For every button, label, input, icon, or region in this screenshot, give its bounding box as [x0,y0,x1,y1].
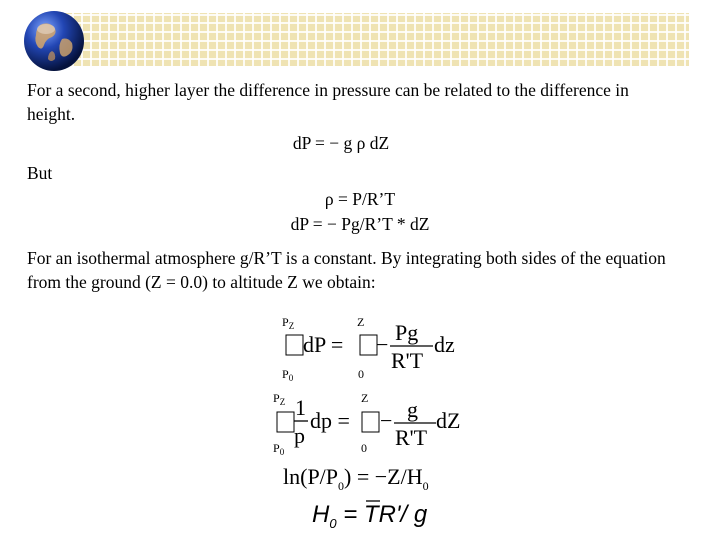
header-banner [60,13,689,66]
equation-hydrostatic: dP = − g ρ dZ [292,133,390,153]
differential-dz: dZ [436,408,461,433]
paragraph-isothermal: For an isothermal atmosphere g/R’T is a constant. By integrating both sides of the equation from the ground (Z = 0.0) to altitude Z we obtain: [27,248,666,292]
fraction-denominator-rt: R'T [391,348,424,373]
minus-sign: − [376,332,389,357]
globe-icon [22,9,86,73]
fraction-one: 1 [295,395,306,420]
limit-lower-0: 0 [358,367,364,381]
integral-sign-placeholder [360,335,377,355]
integral-sign-placeholder [362,412,379,432]
integral-equation-1 [282,315,455,383]
equation-density: ρ = P/R’T [324,189,396,209]
limit-lower-0: 0 [361,441,367,455]
integral-sign-placeholder [286,335,303,355]
lhs-dp: dP = [303,332,344,357]
fraction-numerator-pg: Pg [395,320,419,345]
limit-upper-z: Z [357,315,365,329]
scale-height-equation [312,501,428,531]
paragraph-pressure-height: For a second, higher layer the difference in pressure can be related to the difference in height. [27,80,629,124]
label-but: But [27,163,53,183]
differential-dz: dz [434,332,455,357]
fraction-numerator-g: g [407,397,418,422]
integral-equation-2 [273,391,460,457]
limit-upper-pz: $P_Z$ [282,315,295,331]
limit-lower-p0: $P_0$ [273,441,285,457]
limit-upper-z: Z [361,391,369,405]
minus-sign: − [380,408,393,433]
fraction-denominator-rt: R'T [395,425,428,450]
integral-sign-placeholder [277,412,294,432]
ln-expression: $\ln(P/P_0) = -Z/H_0$ [283,464,429,493]
log-equation [283,464,429,493]
integration-equations [0,300,720,540]
lhs-dp: dp = [310,408,350,433]
scale-height-expression: $H_0 = TR'/$ g [312,501,428,531]
limit-lower-p0: $P_0$ [282,367,294,383]
fraction-p: p [294,423,305,448]
limit-upper-pz: $P_Z$ [273,391,286,407]
equation-substituted: dP = − Pg/R’T * dZ [290,214,430,234]
